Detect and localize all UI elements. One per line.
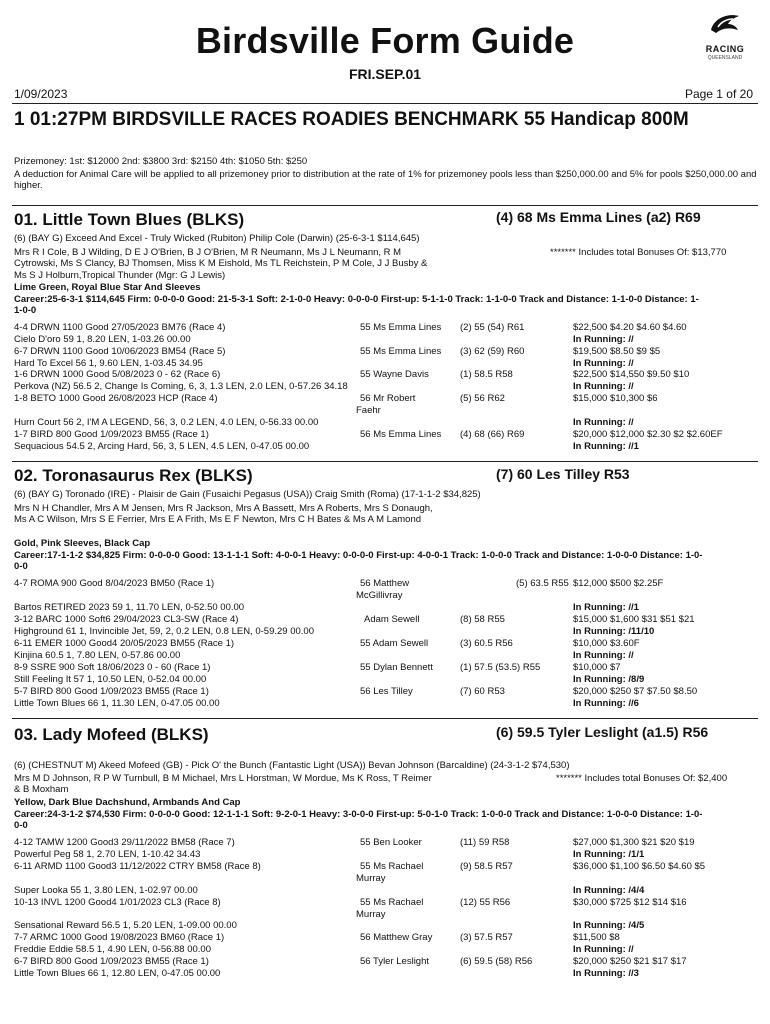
run-in-running: In Running: //1 bbox=[573, 441, 639, 452]
run-jockey: 55 Ms Rachael bbox=[360, 861, 424, 872]
run-jockey-continued: Murray bbox=[356, 873, 386, 884]
horse-divider bbox=[12, 205, 758, 206]
run-jockey: 55 Ms Emma Lines bbox=[360, 322, 442, 333]
run-in-running: In Running: //1 bbox=[573, 602, 639, 613]
run-in-running: In Running: // bbox=[573, 334, 634, 345]
run-race: 4-7 ROMA 900 Good 8/04/2023 BM50 (Race 1) bbox=[14, 578, 215, 589]
run-detail: Bartos RETIRED 2023 59 1, 11.70 LEN, 0-52.50 00.00 bbox=[14, 602, 245, 613]
horse-barrier-jockey: (7) 60 Les Tilley R53 bbox=[496, 466, 630, 482]
run-jockey: 56 Mr Robert bbox=[360, 393, 416, 404]
run-prize-odds: $11,500 $8 bbox=[573, 932, 620, 943]
run-jockey-continued: Faehr bbox=[356, 405, 381, 416]
run-jockey: 55 Dylan Bennett bbox=[360, 662, 433, 673]
run-in-running: In Running: // bbox=[573, 381, 634, 392]
run-race: 1-8 BETO 1000 Good 26/08/2023 HCP (Race 4) bbox=[14, 393, 218, 404]
run-in-running: In Running: /1/1 bbox=[573, 849, 645, 860]
page-subtitle: FRI.SEP.01 bbox=[348, 66, 422, 82]
run-in-running: In Running: /11/10 bbox=[573, 626, 655, 637]
run-jockey: 55 Adam Sewell bbox=[360, 638, 429, 649]
horse-name: 03. Lady Mofeed (BLKS) bbox=[14, 725, 209, 744]
run-detail: Sequacious 54.5 2, Arcing Hard, 56, 3, 5 LEN, 4.5 LEN, 0-47.05 00.00 bbox=[14, 441, 310, 452]
run-jockey: 55 Wayne Davis bbox=[360, 369, 429, 380]
run-jockey: 56 Matthew bbox=[360, 578, 410, 589]
run-jockey: 56 Ms Emma Lines bbox=[360, 429, 442, 440]
run-race: 7-7 ARMC 1000 Good 19/08/2023 BM60 (Race 1) bbox=[14, 932, 225, 943]
run-in-running: In Running: /4/4 bbox=[573, 885, 645, 896]
run-prize-odds: $22,500 $14,550 $9.50 $10 bbox=[573, 369, 690, 380]
run-detail: Perkova (NZ) 56.5 2, Change Is Coming, 6, 3, 1.3 LEN, 2.0 LEN, 0-57.26 34.18 bbox=[14, 381, 348, 392]
run-detail: Little Town Blues 66 1, 11.30 LEN, 0-47.05 00.00 bbox=[14, 698, 220, 709]
run-jockey-continued: Murray bbox=[356, 909, 386, 920]
run-detail: Kinjina 60.5 1, 7.80 LEN, 0-57.86 00.00 bbox=[14, 650, 181, 661]
run-barrier-weight: (3) 62 (59) R60 bbox=[460, 346, 525, 357]
run-race: 8-9 SSRE 900 Soft 18/06/2023 0 - 60 (Race 1) bbox=[14, 662, 211, 673]
run-barrier-weight: (5) 63.5 R55 bbox=[516, 578, 569, 589]
run-race: 6-7 BIRD 800 Good 1/09/2023 BM55 (Race 1) bbox=[14, 956, 209, 967]
run-detail: Super Looka 55 1, 3.80 LEN, 1-02.97 00.00 bbox=[14, 885, 198, 896]
horse-breeding: (6) (CHESTNUT M) Akeed Mofeed (GB) - Pick O' the Bunch (Fantastic Light (USA)) Bevan Johnson (Barcaldine) (24-3-1-2 $74,530) bbox=[14, 760, 570, 771]
run-prize-odds: $10,000 $7 bbox=[573, 662, 621, 673]
run-barrier-weight: (3) 57.5 R57 bbox=[460, 932, 513, 943]
run-jockey: Adam Sewell bbox=[364, 614, 420, 625]
run-race: 5-7 BIRD 800 Good 1/09/2023 BM55 (Race 1) bbox=[14, 686, 209, 697]
horse-barrier-jockey: (6) 59.5 Tyler Leslight (a1.5) R56 bbox=[496, 724, 709, 740]
run-jockey: 56 Tyler Leslight bbox=[360, 956, 430, 967]
run-jockey: 55 Ms Rachael bbox=[360, 897, 424, 908]
run-detail: Highground 61 1, Invincible Jet, 59, 2, 0.2 LEN, 0.8 LEN, 0-59.29 00.00 bbox=[14, 626, 314, 637]
run-prize-odds: $20,000 $250 $21 $17 $17 bbox=[573, 956, 687, 967]
horse-bonus: ******* Includes total Bonuses Of: $13,770 bbox=[550, 247, 727, 258]
run-detail: Sensational Reward 56.5 1, 5.20 LEN, 1-09.00 00.00 bbox=[14, 920, 237, 931]
run-in-running: In Running: //6 bbox=[573, 698, 639, 709]
page-title: Birdsville Form Guide bbox=[195, 20, 575, 61]
horse-colours: Gold, Pink Sleeves, Black Cap bbox=[14, 538, 151, 549]
run-race: 3-12 BARC 1000 Soft6 29/04/2023 CL3-SW (Race 4) bbox=[14, 614, 239, 625]
horse-bonus: ******* Includes total Bonuses Of: $2,400 bbox=[556, 773, 728, 784]
horse-owners: Mrs M D Johnson, R P W Turnbull, B M Michael, Mrs L Horstman, W Mordue, Ms K Ross, T Reimer & B Moxham bbox=[14, 773, 432, 796]
run-barrier-weight: (1) 57.5 (53.5) R55 bbox=[460, 662, 541, 673]
run-barrier-weight: (9) 58.5 R57 bbox=[460, 861, 513, 872]
race-prizemoney: Prizemoney: 1st: $12000 2nd: $3800 3rd: $2150 4th: $1050 5th: $250 bbox=[14, 156, 308, 167]
run-barrier-weight: (3) 60.5 R56 bbox=[460, 638, 513, 649]
horse-owners: Mrs R I Cole, B J Wilding, D E J O'Brien, B J O'Brien, M R Neumann, Ms J L Neumann, R M Cytrowski, Ms S Clancy, BJ Thomsen, Miss K M Eishold, Ms TL Reichstein, P M Cole, J J Busby & Ms S J Holburn,Tropical Thunder (Mgr: G J Lewis) bbox=[14, 247, 428, 281]
run-prize-odds: $30,000 $725 $12 $14 $16 bbox=[573, 897, 687, 908]
horse-career: Career:25-6-3-1 $114,645 Firm: 0-0-0-0 Good: 21-5-3-1 Soft: 2-1-0-0 Heavy: 0-0-0-0 First-up: 5-1-1-0 Track: 1-1-0-0 Track and Distance: 1-1-0-0 Distance: 1-1-0-0 bbox=[14, 294, 699, 317]
run-in-running: In Running: // bbox=[573, 417, 634, 428]
horse-career: Career:17-1-1-2 $34,825 Firm: 0-0-0-0 Good: 13-1-1-1 Soft: 4-0-0-1 Heavy: 0-0-0-0 First-up: 4-0-0-1 Track: 1-0-0-0 Track and Distance: 1-0-0-0 Distance: 1-0-0-0 bbox=[14, 550, 703, 573]
run-race: 1-6 DRWN 1000 Good 5/08/2023 0 - 62 (Race 6) bbox=[14, 369, 221, 380]
print-date: 1/09/2023 bbox=[14, 87, 68, 101]
run-race: 4-12 TAMW 1200 Good3 29/11/2022 BM58 (Race 7) bbox=[14, 837, 235, 848]
run-in-running: In Running: /4/5 bbox=[573, 920, 645, 931]
run-barrier-weight: (6) 59.5 (58) R56 bbox=[460, 956, 533, 967]
horse-logo-icon bbox=[708, 12, 742, 36]
run-barrier-weight: (4) 68 (66) R69 bbox=[460, 429, 525, 440]
run-prize-odds: $12,000 $500 $2.25F bbox=[573, 578, 664, 589]
run-jockey-continued: McGillivray bbox=[356, 590, 403, 601]
run-barrier-weight: (2) 55 (54) R61 bbox=[460, 322, 525, 333]
run-prize-odds: $27,000 $1,300 $21 $20 $19 bbox=[573, 837, 695, 848]
run-prize-odds: $20,000 $12,000 $2.30 $2 $2.60EF bbox=[573, 429, 723, 440]
run-prize-odds: $20,000 $250 $7 $7.50 $8.50 bbox=[573, 686, 698, 697]
horse-name: 02. Toronasaurus Rex (BLKS) bbox=[14, 466, 253, 485]
run-detail: Hard To Excel 56 1, 9.60 LEN, 1-03.45 34.95 bbox=[14, 358, 203, 369]
run-detail: Freddie Eddie 58.5 1, 4.90 LEN, 0-56.88 00.00 bbox=[14, 944, 211, 955]
horse-colours: Yellow, Dark Blue Dachshund, Armbands And Cap bbox=[14, 797, 241, 808]
run-barrier-weight: (7) 60 R53 bbox=[460, 686, 505, 697]
run-barrier-weight: (12) 55 R56 bbox=[460, 897, 511, 908]
run-in-running: In Running: //3 bbox=[573, 968, 639, 979]
run-detail: Still Feeling It 57 1, 10.50 LEN, 0-52.04 00.00 bbox=[14, 674, 207, 685]
run-in-running: In Running: // bbox=[573, 944, 634, 955]
horse-name: 01. Little Town Blues (BLKS) bbox=[14, 210, 245, 229]
logo-subtext: QUEENSLAND bbox=[707, 55, 743, 61]
run-in-running: In Running: // bbox=[573, 358, 634, 369]
race-title: 1 01:27PM BIRDSVILLE RACES ROADIES BENCHMARK 55 Handicap 800M bbox=[14, 109, 689, 130]
horse-owners: Mrs N H Chandler, Mrs A M Jensen, Mrs R Jackson, Mrs A Bassett, Mrs A Roberts, Mrs S Donaugh, Ms A C Wilson, Mrs S E Ferrier, Mrs E A Frith, Ms E F Newton, Mrs C H Bates & Ms A M Lamond bbox=[14, 503, 433, 526]
run-prize-odds: $22,500 $4.20 $4.60 $4.60 bbox=[573, 322, 687, 333]
run-barrier-weight: (1) 58.5 R58 bbox=[460, 369, 513, 380]
run-jockey: 55 Ms Emma Lines bbox=[360, 346, 442, 357]
run-race: 10-13 INVL 1200 Good4 1/01/2023 CL3 (Race 8) bbox=[14, 897, 221, 908]
run-prize-odds: $15,000 $10,300 $6 bbox=[573, 393, 658, 404]
page-number: Page 1 of 20 bbox=[684, 87, 753, 101]
horse-breeding: (6) (BAY G) Toronado (IRE) - Plaisir de Gain (Fusaichi Pegasus (USA)) Craig Smith (Roma) (17-1-1-2 $34,825) bbox=[14, 489, 481, 500]
run-detail: Powerful Peg 58 1, 2.70 LEN, 1-10.42 34.43 bbox=[14, 849, 201, 860]
run-in-running: In Running: // bbox=[573, 650, 634, 661]
run-detail: Little Town Blues 66 1, 12.80 LEN, 0-47.05 00.00 bbox=[14, 968, 221, 979]
run-prize-odds: $19,500 $8.50 $9 $5 bbox=[573, 346, 661, 357]
horse-career: Career:24-3-1-2 $74,530 Firm: 0-0-0-0 Good: 12-1-1-1 Soft: 9-2-0-1 Heavy: 3-0-0-0 First-up: 5-0-1-0 Track: 1-0-0-0 Track and Distance: 1-0-0-0 Distance: 1-0-0-0 bbox=[14, 809, 703, 832]
run-in-running: In Running: /8/9 bbox=[573, 674, 645, 685]
racing-queensland-logo bbox=[700, 10, 750, 66]
run-barrier-weight: (8) 58 R55 bbox=[460, 614, 505, 625]
horse-colours: Lime Green, Royal Blue Star And Sleeves bbox=[14, 282, 201, 293]
run-jockey: 56 Les Tilley bbox=[360, 686, 413, 697]
horse-breeding: (6) (BAY G) Exceed And Excel - Truly Wicked (Rubiton) Philip Cole (Darwin) (25-6-3-1 $114,645) bbox=[14, 233, 420, 244]
run-race: 1-7 BIRD 800 Good 1/09/2023 BM55 (Race 1) bbox=[14, 429, 209, 440]
horse-barrier-jockey: (4) 68 Ms Emma Lines (a2) R69 bbox=[496, 209, 701, 225]
run-jockey: 55 Ben Looker bbox=[360, 837, 422, 848]
run-detail: Cielo D'oro 59 1, 8.20 LEN, 1-03.26 00.00 bbox=[14, 334, 191, 345]
horse-divider bbox=[12, 461, 758, 462]
run-race: 6-11 EMER 1000 Good4 20/05/2023 BM55 (Race 1) bbox=[14, 638, 235, 649]
run-prize-odds: $36,000 $1,100 $6.50 $4.60 $5 bbox=[573, 861, 706, 872]
run-race: 6-11 ARMD 1100 Good3 11/12/2022 CTRY BM58 (Race 8) bbox=[14, 861, 261, 872]
run-barrier-weight: (5) 56 R62 bbox=[460, 393, 505, 404]
run-jockey: 56 Matthew Gray bbox=[360, 932, 433, 943]
run-barrier-weight: (11) 59 R58 bbox=[460, 837, 510, 848]
race-deduction-note: A deduction for Animal Care will be applied to all prizemoney prior to distribution at the rate of 1% for prizemoney pools less than $250,000.00 and 5% for pools $250,000.00 and higher. bbox=[14, 169, 757, 192]
logo-text: RACING bbox=[705, 44, 745, 54]
header-divider bbox=[12, 103, 758, 104]
run-race: 4-4 DRWN 1100 Good 27/05/2023 BM76 (Race 4) bbox=[14, 322, 226, 333]
run-race: 6-7 DRWN 1100 Good 10/06/2023 BM54 (Race 5) bbox=[14, 346, 226, 357]
horse-divider bbox=[12, 718, 758, 719]
run-prize-odds: $10,000 $3.60F bbox=[573, 638, 640, 649]
run-detail: Hurn Court 56 2, I'M A LEGEND, 56, 3, 0.2 LEN, 4.0 LEN, 0-56.33 00.00 bbox=[14, 417, 319, 428]
run-prize-odds: $15,000 $1,600 $31 $51 $21 bbox=[573, 614, 695, 625]
